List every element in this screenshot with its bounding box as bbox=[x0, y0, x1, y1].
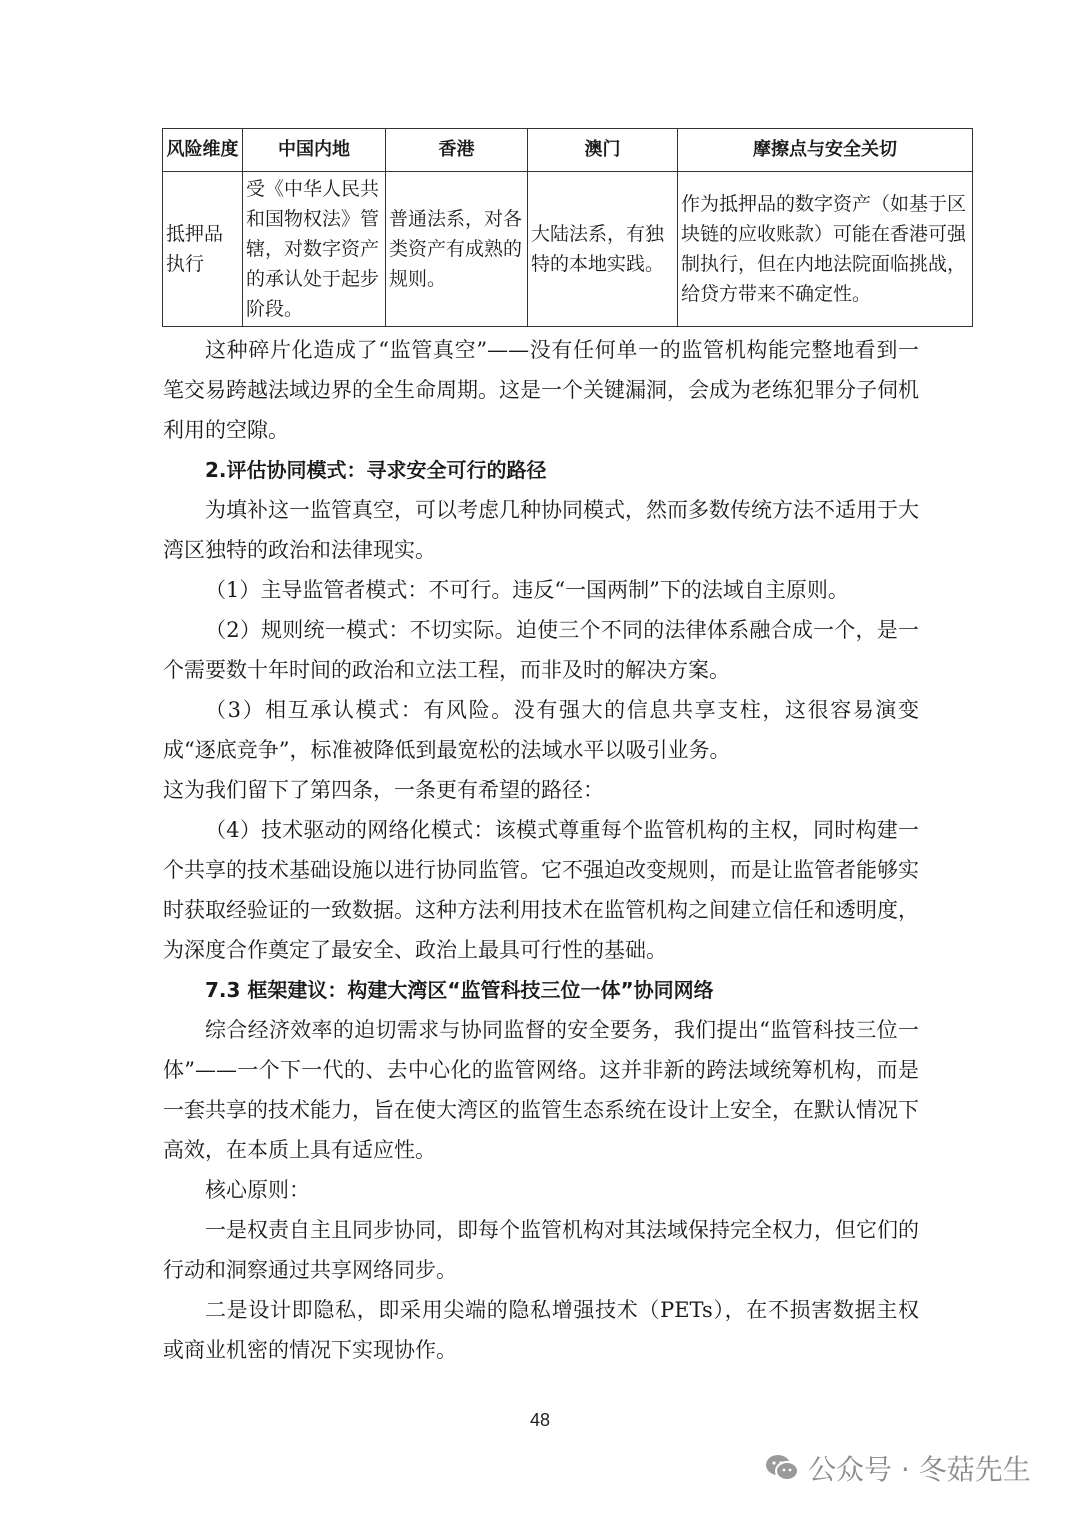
paragraph: 核心原则： bbox=[205, 1178, 310, 1202]
table-header-cell: 摩擦点与安全关切 bbox=[678, 129, 973, 172]
risk-table bbox=[162, 128, 973, 327]
section-heading: 7.3 框架建议：构建大湾区“监管科技三位一体”协同网络 bbox=[205, 978, 714, 1002]
paragraph: 这种碎片化造成了“监管真空”——没有任何单一的监管机构能完整地看到一笔交易跨越法域边界的全生命周期。这是一个关键漏洞，会成为老练犯罪分子伺机利用的空隙。 bbox=[163, 338, 919, 442]
table-cell: 作为抵押品的数字资产（如基于区块链的应收账款）可能在香港可强制执行，但在内地法院面临挑战，给贷方带来不确定性。 bbox=[678, 172, 973, 327]
table-header-cell: 中国内地 bbox=[243, 129, 386, 172]
paragraph: （3）相互承认模式：有风险。没有强大的信息共享支柱，这很容易演变成“逐底竞争”，标准被降低到最宽松的法域水平以吸引业务。 bbox=[163, 698, 919, 762]
paragraph: （1）主导监管者模式：不可行。违反“一国两制”下的法域自主原则。 bbox=[205, 578, 849, 602]
wechat-watermark bbox=[764, 1448, 1031, 1488]
paragraph: 综合经济效率的迫切需求与协同监督的安全要务，我们提出“监管科技三位一体”——一个下一代的、去中心化的监管网络。这并非新的跨法域统筹机构，而是一套共享的技术能力，旨在使大湾区的监管生态系统在设计上安全，在默认情况下高效，在本质上具有适应性。 bbox=[163, 1018, 919, 1162]
table-header-cell: 风险维度 bbox=[163, 129, 243, 172]
table-cell: 普通法系，对各类资产有成熟的规则。 bbox=[386, 172, 528, 327]
section-heading: 2.评估协同模式：寻求安全可行的路径 bbox=[205, 458, 547, 482]
paragraph: （2）规则统一模式：不切实际。迫使三个不同的法律体系融合成一个，是一个需要数十年时间的政治和立法工程，而非及时的解决方案。 bbox=[163, 618, 919, 682]
table-cell: 受《中华人民共和国物权法》管辖，对数字资产的承认处于起步阶段。 bbox=[243, 172, 386, 327]
body-text bbox=[163, 330, 919, 1370]
watermark-text: 公众号 · 冬菇先生 bbox=[808, 1453, 1031, 1486]
table-cell: 大陆法系，有独特的本地实践。 bbox=[528, 172, 678, 327]
table-cell: 抵押品执行 bbox=[163, 172, 243, 327]
page-number: 48 bbox=[529, 1410, 551, 1430]
paragraph: 一是权责自主且同步协同，即每个监管机构对其法域保持完全权力，但它们的行动和洞察通过共享网络同步。 bbox=[163, 1218, 919, 1282]
paragraph: 为填补这一监管真空，可以考虑几种协同模式，然而多数传统方法不适用于大湾区独特的政治和法律现实。 bbox=[163, 498, 919, 562]
wechat-icon bbox=[764, 1453, 800, 1483]
table-header-cell: 澳门 bbox=[528, 129, 678, 172]
paragraph: （4）技术驱动的网络化模式：该模式尊重每个监管机构的主权，同时构建一个共享的技术基础设施以进行协同监管。它不强迫改变规则，而是让监管者能够实时获取经验证的一致数据。这种方法利用技术在监管机构之间建立信任和透明度，为深度合作奠定了最安全、政治上最具可行性的基础。 bbox=[163, 818, 919, 962]
paragraph: 这为我们留下了第四条，一条更有希望的路径： bbox=[163, 778, 604, 802]
table-header-row bbox=[163, 129, 973, 172]
paragraph: 二是设计即隐私，即采用尖端的隐私增强技术（PETs），在不损害数据主权或商业机密的情况下实现协作。 bbox=[163, 1298, 919, 1362]
table-header-cell: 香港 bbox=[386, 129, 528, 172]
table-row bbox=[163, 172, 973, 327]
